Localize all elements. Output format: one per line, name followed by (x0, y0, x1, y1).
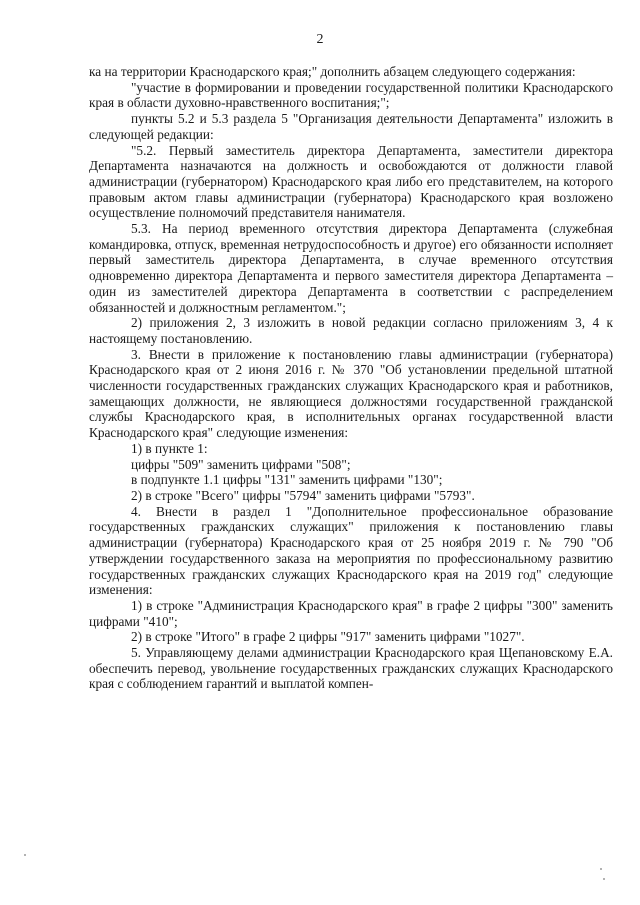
document-body (89, 64, 613, 692)
paragraph: "участие в формировании и проведении государственной политики Краснодарского края в области духовно-нравственного воспитания;"; (89, 79, 613, 111)
scan-speck (24, 854, 26, 856)
paragraph: 3. Внести в приложение к постановлению главы администрации (губернатора) Краснодарского края от 2 июня 2016 г. № 370 "Об установлении предельной штатной численности государственных гражданских служащих Краснодарского края и работников, замещающих должности, не являющиеся должностями государственной гражданской службы Краснодарского края, в исполнительных органах государственной власти Краснодарского края" следующие изменения: (89, 346, 613, 441)
paragraph: цифры "509" заменить цифрами "508"; (131, 456, 351, 472)
paragraph: в подпункте 1.1 цифры "131" заменить цифрами "130"; (131, 472, 443, 488)
paragraph: 1) в строке "Администрация Краснодарского края" в графе 2 цифры "300" заменить цифрами "410"; (89, 597, 613, 629)
paragraph: пункты 5.2 и 5.3 раздела 5 "Организация деятельности Департамента" изложить в следующей редакции: (89, 111, 613, 142)
paragraph: 2) в строке "Всего" цифры "5794" заменить цифрами "5793". (131, 487, 475, 503)
paragraph: "5.2. Первый заместитель директора Департамента, заместители директора Департамента назначаются на должность и освобождаются от должности главой администрации (губернатором) Краснодарского края либо его представителем, на которого правовым актом главы администрации (губернатора) Краснодарского края возложено осуществление полномочий представителя нанимателя. (89, 142, 613, 221)
paragraph: 5.3. На период временного отсутствия директора Департамента (служебная командировка, отпуск, временная нетрудоспособность и другое) его обязанности исполняет первый заместитель директора Департамента, в случае временного отсутствия одновременно директора Департамента и первого заместителя директора Департамента – один из заместителей директора Департамента в соответствии с распределением обязанностей и должностным регламентом."; (89, 221, 613, 315)
page-number: 2 (316, 32, 324, 47)
paragraph: 2) в строке "Итого" в графе 2 цифры "917" заменить цифрами "1027". (131, 629, 525, 645)
paragraph: 4. Внести в раздел 1 "Дополнительное профессиональное образование государственных гражданских служащих" приложения к постановлению главы администрации (губернатора) Краснодарского края от 25 ноября 2019 г. № 790 "Об утверждении государственного заказа на мероприятия по профессиональному развитию государственных гражданских служащих Краснодарского края на 2019 год" следующие изменения: (89, 503, 613, 598)
paragraph: 5. Управляющему делами администрации Краснодарского края Щепановскому Е.А. обеспечить перевод, увольнение государственных гражданских служащих Краснодарского края с соблюдением гарантий и выплатой компен- (89, 645, 613, 692)
paragraph: 2) приложения 2, 3 изложить в новой редакции согласно приложениям 3, 4 к настоящему постановлению. (89, 315, 613, 346)
scan-speck (603, 878, 605, 880)
paragraph: ка на территории Краснодарского края;" дополнить абзацем следующего содержания: (89, 64, 576, 79)
paragraph: 1) в пункте 1: (131, 440, 208, 456)
scan-speck (600, 868, 602, 870)
